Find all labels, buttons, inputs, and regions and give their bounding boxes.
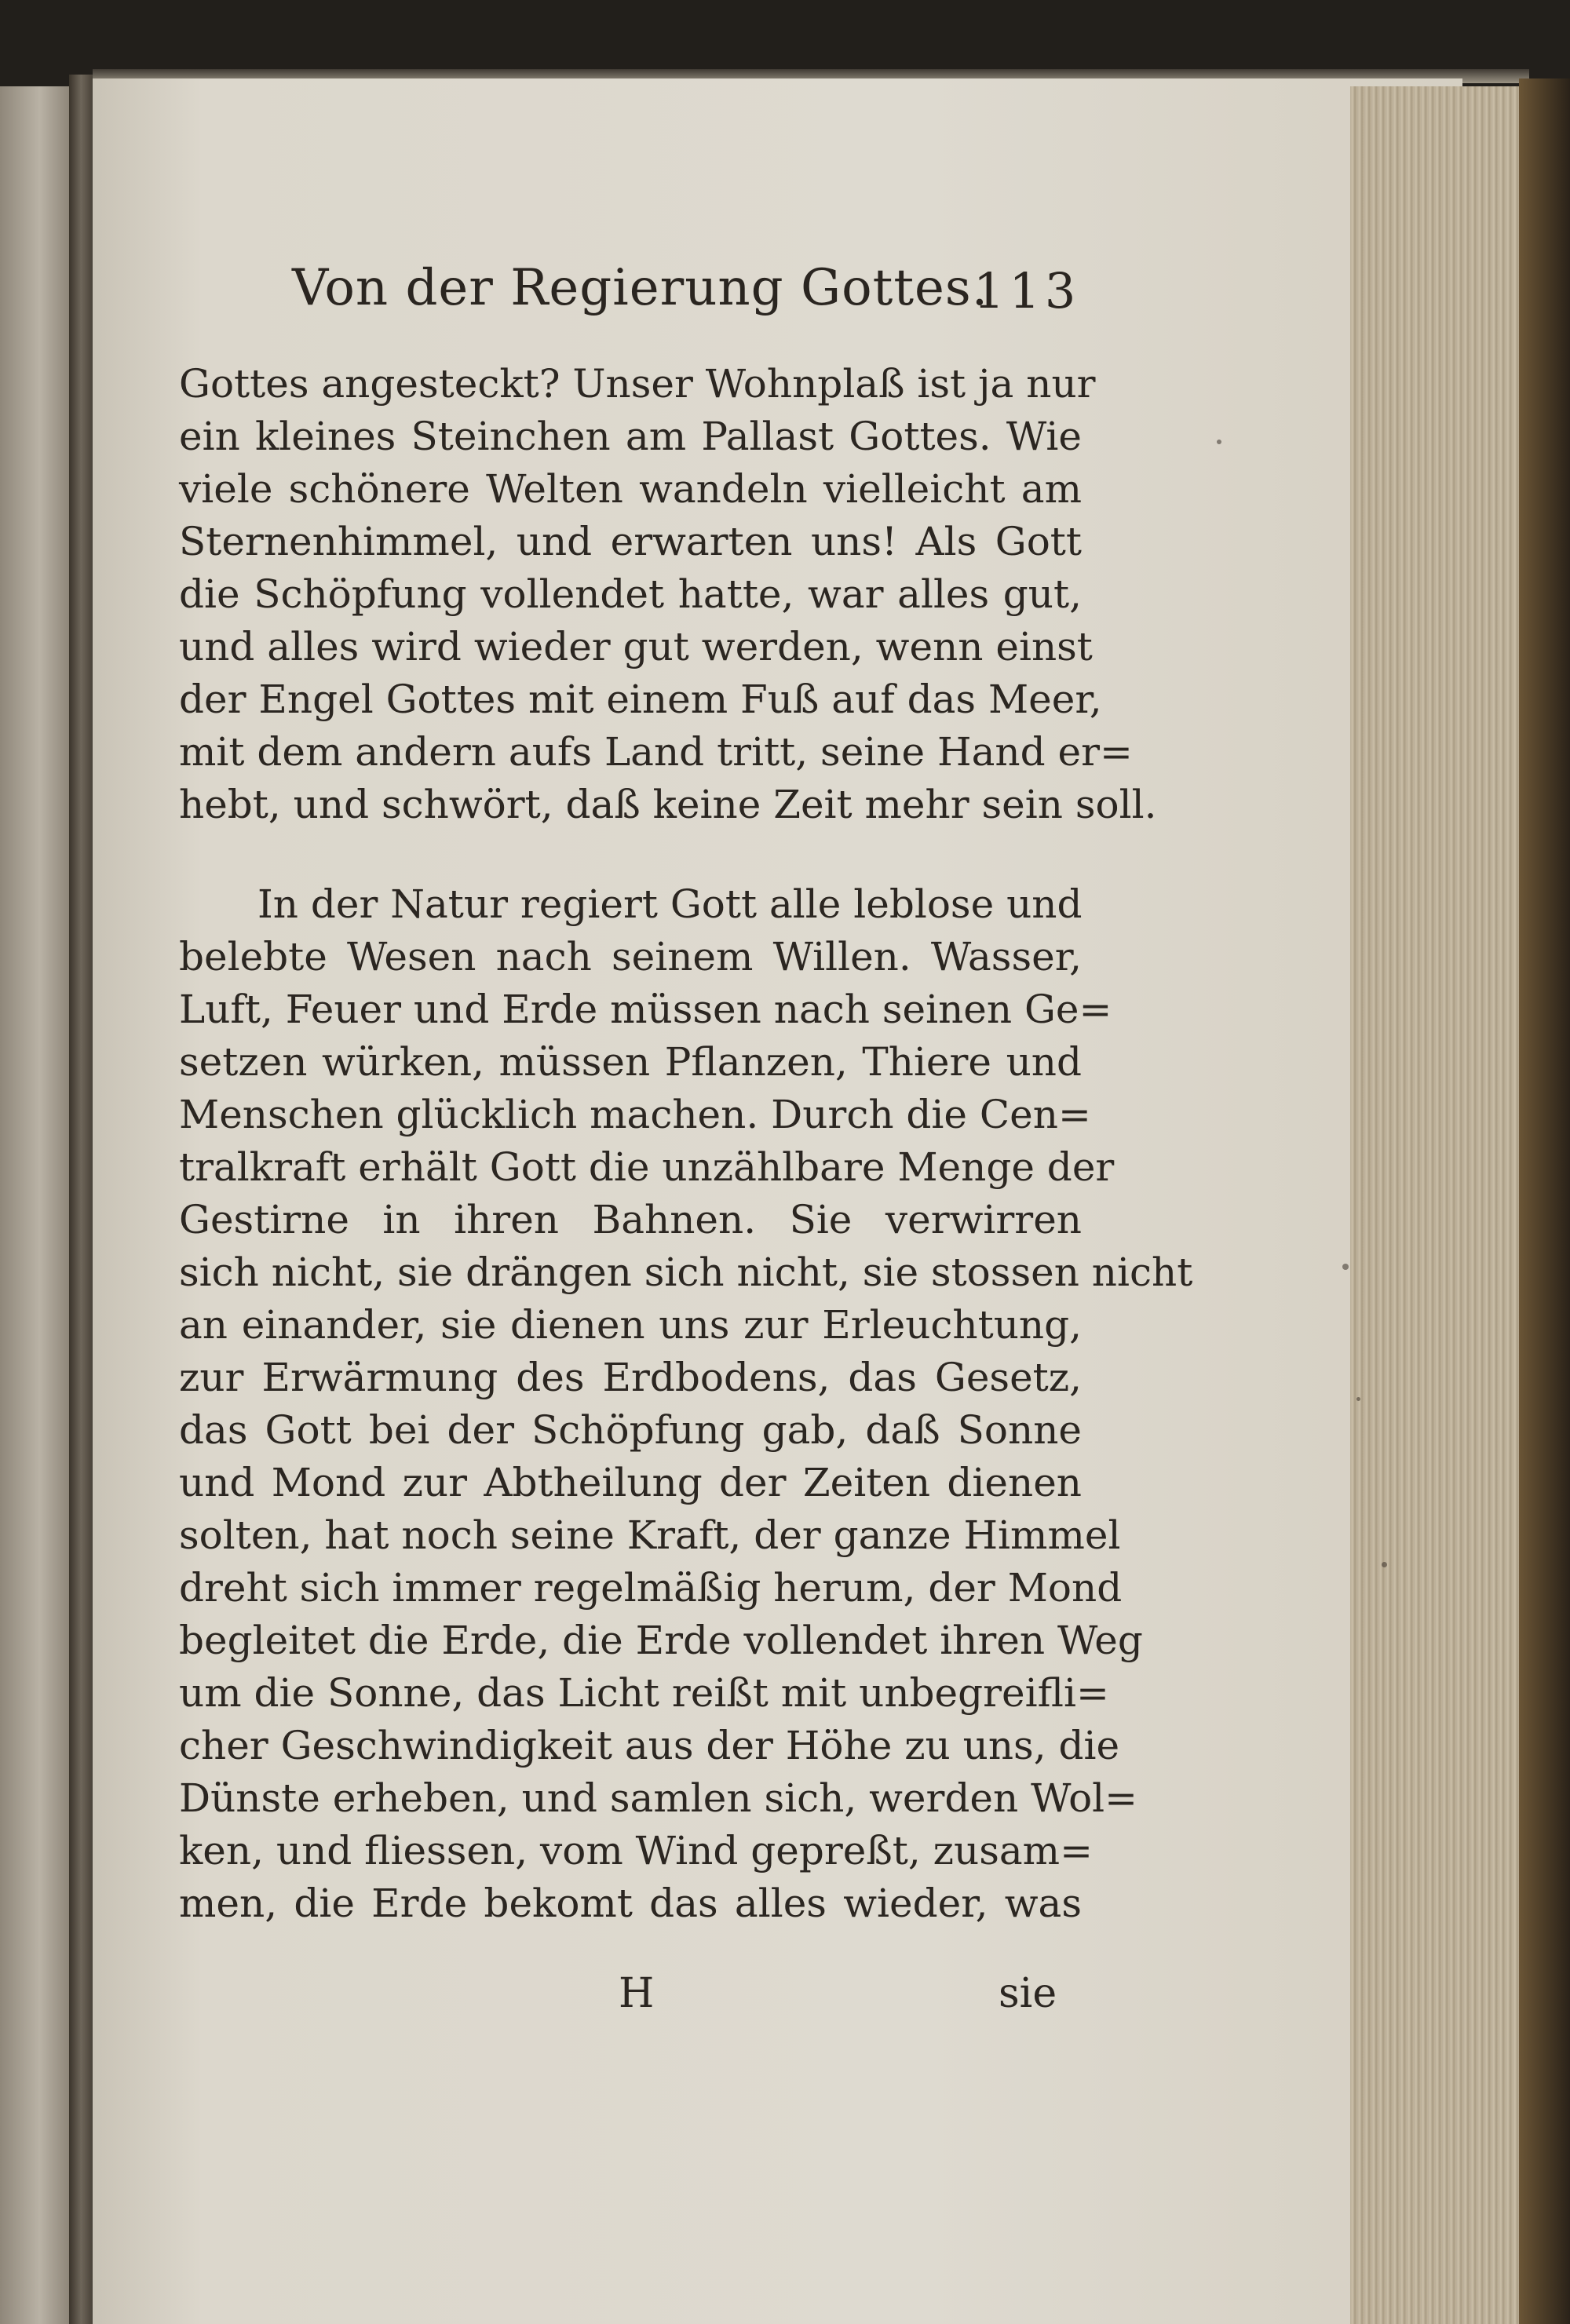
running-head: Von der Regierung Gottes. <box>292 259 989 317</box>
text-line: der Engel Gottes mit einem Fuß auf das Meer, <box>179 677 1102 722</box>
text-line: viele schönere Welten wandeln vielleicht am <box>179 466 1082 512</box>
text-line: solten, hat noch seine Kraft, der ganze Himmel <box>179 1512 1121 1558</box>
text-line: Sternenhimmel, und erwarten uns! Als Gott <box>179 519 1082 564</box>
paper-speck <box>1217 440 1221 444</box>
text-line: und alles wird wieder gut werden, wenn einst <box>179 624 1093 669</box>
text-line: men, die Erde bekomt das alles wieder, was <box>179 1881 1082 1926</box>
text-line: und Mond zur Abtheilung der Zeiten dienen <box>179 1460 1082 1505</box>
paragraph-1 <box>179 358 1157 831</box>
text-line: sich nicht, sie drängen sich nicht, sie stossen nicht <box>179 1250 1193 1295</box>
text-line: zur Erwärmung des Erdbodens, das Gesetz, <box>179 1355 1082 1400</box>
text-line: Gestirne in ihren Bahnen. Sie verwirren <box>179 1197 1082 1242</box>
paper-speck <box>1342 1264 1349 1270</box>
text-line: Gottes angesteckt? Unser Wohnplaß ist ja nur <box>179 361 1096 407</box>
text-line: Luft, Feuer und Erde müssen nach seinen Ge= <box>179 987 1112 1032</box>
text-line: tralkraft erhält Gott die unzählbare Menge der <box>179 1144 1115 1190</box>
book-gutter <box>69 75 96 2324</box>
paper-speck <box>1356 1397 1360 1401</box>
text-line: cher Geschwindigkeit aus der Höhe zu uns, die <box>179 1723 1120 1768</box>
text-line: ein kleines Steinchen am Pallast Gottes. Wie <box>179 414 1082 459</box>
body-text <box>179 358 1193 1930</box>
paper-speck <box>1382 1562 1387 1567</box>
text-line: das Gott bei der Schöpfung gab, daß Sonne <box>179 1407 1082 1453</box>
text-line: um die Sonne, das Licht reißt mit unbegreifli= <box>179 1670 1109 1716</box>
binding-shadow <box>1519 78 1570 2324</box>
text-line: dreht sich immer regelmäßig herum, der Mond <box>179 1565 1123 1611</box>
text-line: begleitet die Erde, die Erde vollendet ihren Weg <box>179 1618 1143 1663</box>
text-line: ken, und fliessen, vom Wind gepreßt, zusam= <box>179 1828 1093 1873</box>
text-line: mit dem andern aufs Land tritt, seine Hand er= <box>179 729 1133 775</box>
catchword: sie <box>999 1970 1057 2017</box>
text-line: In der Natur regiert Gott alle leblose und <box>257 881 1083 927</box>
signature-mark: H <box>619 1970 655 2017</box>
text-line: Menschen glücklich machen. Durch die Cen= <box>179 1092 1091 1137</box>
text-line: die Schöpfung vollendet hatte, war alles gut, <box>179 571 1082 617</box>
text-line: belebte Wesen nach seinem Willen. Wasser, <box>179 934 1082 980</box>
text-line: setzen würken, müssen Pflanzen, Thiere und <box>179 1039 1082 1085</box>
text-line: an einander, sie dienen uns zur Erleuchtung, <box>179 1302 1082 1348</box>
text-line: hebt, und schwört, daß keine Zeit mehr sein soll. <box>179 782 1157 827</box>
page-number: 113 <box>973 262 1081 319</box>
text-line: Dünste erheben, und samlen sich, werden Wol= <box>179 1775 1138 1821</box>
paragraph-2 <box>179 878 1193 1930</box>
facing-page-edge <box>0 86 72 2324</box>
stacked-page-edges <box>1350 86 1533 2324</box>
paragraph-gap <box>179 831 1082 878</box>
